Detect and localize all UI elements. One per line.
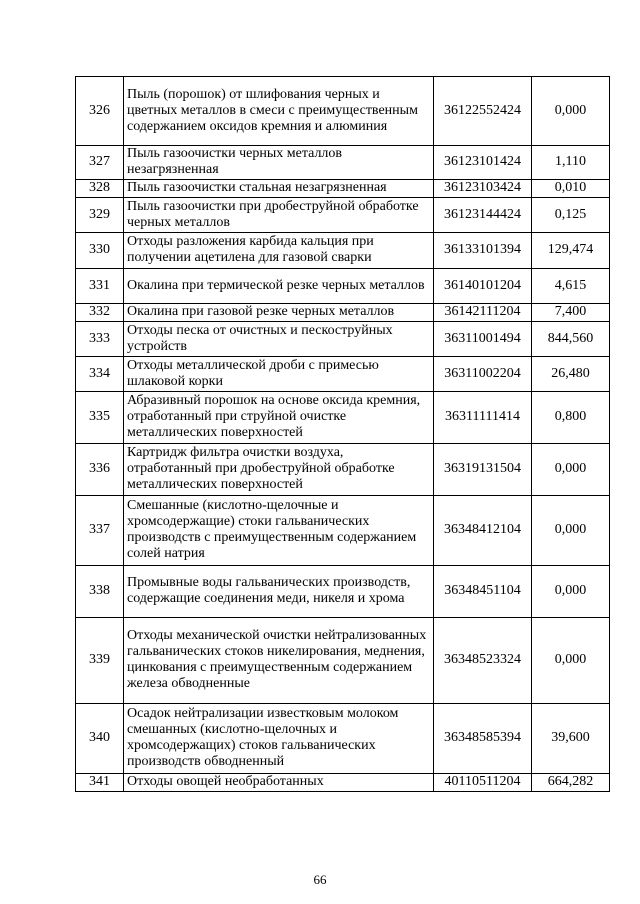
table-row [76,774,610,792]
row-number: 328 [76,180,124,198]
table-row [76,357,610,392]
waste-code: 36123103424 [434,180,532,198]
waste-table [75,76,610,792]
waste-code: 36123101424 [434,146,532,180]
waste-name: Отходы металлической дроби с примесью шлаковой корки [124,357,434,392]
waste-name: Пыль (порошок) от шлифования черных и цветных металлов в смеси с преимущественным содержанием оксидов кремния и алюминия [124,77,434,146]
waste-name: Пыль газоочистки стальная незагрязненная [124,180,434,198]
row-number: 338 [76,566,124,618]
table-row [76,198,610,233]
row-number: 341 [76,774,124,792]
row-number: 340 [76,704,124,774]
table-row [76,146,610,180]
waste-value: 1,110 [532,146,610,180]
waste-name: Окалина при газовой резке черных металлов [124,304,434,322]
waste-value: 0,000 [532,618,610,704]
page-number: 66 [313,872,327,887]
row-number: 329 [76,198,124,233]
waste-value: 0,000 [532,444,610,496]
row-number: 332 [76,304,124,322]
table-row [76,269,610,304]
table-row [76,704,610,774]
waste-code: 36311002204 [434,357,532,392]
waste-code: 36348451104 [434,566,532,618]
waste-value: 0,000 [532,496,610,566]
waste-value: 39,600 [532,704,610,774]
table-row [76,322,610,357]
row-number: 333 [76,322,124,357]
waste-name: Отходы разложения карбида кальция при получении ацетилена для газовой сварки [124,233,434,269]
table-row [76,444,610,496]
waste-value: 0,000 [532,77,610,146]
waste-code: 36348585394 [434,704,532,774]
waste-code: 40110511204 [434,774,532,792]
waste-code: 36319131504 [434,444,532,496]
row-number: 326 [76,77,124,146]
waste-value: 0,000 [532,566,610,618]
row-number: 335 [76,392,124,444]
table-row [76,496,610,566]
waste-value: 26,480 [532,357,610,392]
waste-name: Смешанные (кислотно-щелочные и хромсодержащие) стоки гальванических производств с преимущественным содержанием солей натрия [124,496,434,566]
waste-value: 129,474 [532,233,610,269]
waste-name: Отходы механической очистки нейтрализованных гальванических стоков никелирования, меднения, цинкования с преимущественным содержанием железа обводненные [124,618,434,704]
waste-code: 36311111414 [434,392,532,444]
waste-value: 4,615 [532,269,610,304]
row-number: 330 [76,233,124,269]
table-row [76,180,610,198]
waste-code: 36348523324 [434,618,532,704]
table-row [76,392,610,444]
waste-code: 36133101394 [434,233,532,269]
table-row [76,304,610,322]
row-number: 327 [76,146,124,180]
waste-value: 0,125 [532,198,610,233]
waste-value: 0,800 [532,392,610,444]
waste-name: Абразивный порошок на основе оксида кремния, отработанный при струйной очистке металлических поверхностей [124,392,434,444]
table-body [76,77,610,792]
waste-code: 36122552424 [434,77,532,146]
waste-value: 0,010 [532,180,610,198]
table-row [76,566,610,618]
row-number: 334 [76,357,124,392]
waste-name: Пыль газоочистки черных металлов незагрязненная [124,146,434,180]
waste-code: 36142111204 [434,304,532,322]
waste-code: 36311001494 [434,322,532,357]
table-row [76,618,610,704]
waste-name: Осадок нейтрализации известковым молоком смешанных (кислотно-щелочных и хромсодержащих) стоков гальванических производств обводненный [124,704,434,774]
waste-value: 844,560 [532,322,610,357]
waste-code: 36123144424 [434,198,532,233]
row-number: 337 [76,496,124,566]
waste-value: 7,400 [532,304,610,322]
table-row [76,233,610,269]
waste-code: 36348412104 [434,496,532,566]
row-number: 339 [76,618,124,704]
row-number: 336 [76,444,124,496]
waste-name: Окалина при термической резке черных металлов [124,269,434,304]
waste-name: Пыль газоочистки при дробеструйной обработке черных металлов [124,198,434,233]
waste-code: 36140101204 [434,269,532,304]
waste-name: Отходы овощей необработанных [124,774,434,792]
waste-value: 664,282 [532,774,610,792]
waste-name: Промывные воды гальванических производств, содержащие соединения меди, никеля и хрома [124,566,434,618]
waste-name: Отходы песка от очистных и пескоструйных устройств [124,322,434,357]
row-number: 331 [76,269,124,304]
table-row [76,77,610,146]
waste-name: Картридж фильтра очистки воздуха, отработанный при дробеструйной обработке металлических поверхностей [124,444,434,496]
